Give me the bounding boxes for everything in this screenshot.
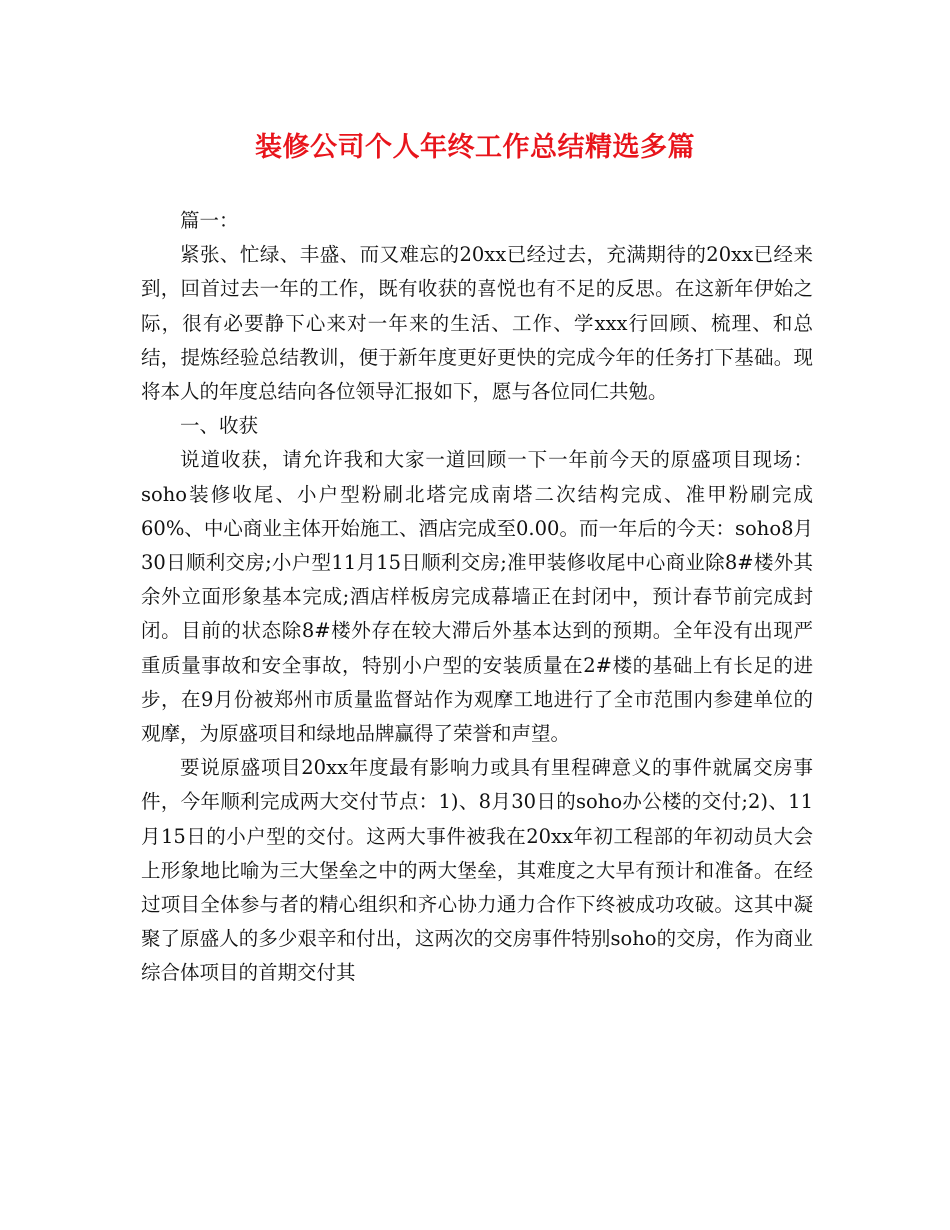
document-body (141, 204, 813, 991)
document-title: 装修公司个人年终工作总结精选多篇 (255, 132, 695, 163)
section-label: 篇一： (180, 209, 239, 232)
section-heading: 一、收获 (180, 414, 259, 438)
body-paragraph: 说道收获，请允许我和大家一道回顾一下一年前今天的原盛项目现场：soho装修收尾、小户型粉刷北塔完成南塔二次结构完成、准甲粉刷完成60%、中心商业主体开始施工、酒店完成至0.00。而一年后的今天：soho8月30日顺利交房;小户型11月15日顺利交房;准甲装修收尾中心商业除8#楼外其余外立面形象基本完成;酒店样板房完成幕墙正在封闭中，预计春节前完成封闭。目前的状态除8#楼外存在较大滞后外基本达到的预期。全年没有出现严重质量事故和安全事故，特别小户型的安装质量在2#楼的基础上有长足的进步，在9月份被郑州市质量监督站作为观摩工地进行了全市范围内参建单位的观摩，为原盛项目和绿地品牌赢得了荣誉和声望。 (141, 448, 813, 746)
body-paragraph: 要说原盛项目20xx年度最有影响力或具有里程碑意义的事件就属交房事件，今年顺利完成两大交付节点：1)、8月30日的soho办公楼的交付;2)、11月15日的小户型的交付。这两大事件被我在20xx年初工程部的年初动员大会上形象地比喻为三大堡垒之中的两大堡垒，其难度之大早有预计和准备。在经过项目全体参与者的精心组织和齐心协力通力合作下终被成功攻破。这其中凝聚了原盛人的多少艰辛和付出，这两次的交房事件特别soho的交房，作为商业综合体项目的首期交付其 (141, 756, 813, 985)
body-paragraph: 紧张、忙绿、丰盛、而又难忘的20xx已经过去，充满期待的20xx已经来到，回首过去一年的工作，既有收获的喜悦也有不足的反思。在这新年伊始之际，很有必要静下心来对一年来的生活、工作、学xxx行回顾、梳理、和总结，提炼经验总结教训，便于新年度更好更快的完成今年的任务打下基础。现将本人的年度总结向各位领导汇报如下，愿与各位同仁共勉。 (141, 243, 813, 404)
